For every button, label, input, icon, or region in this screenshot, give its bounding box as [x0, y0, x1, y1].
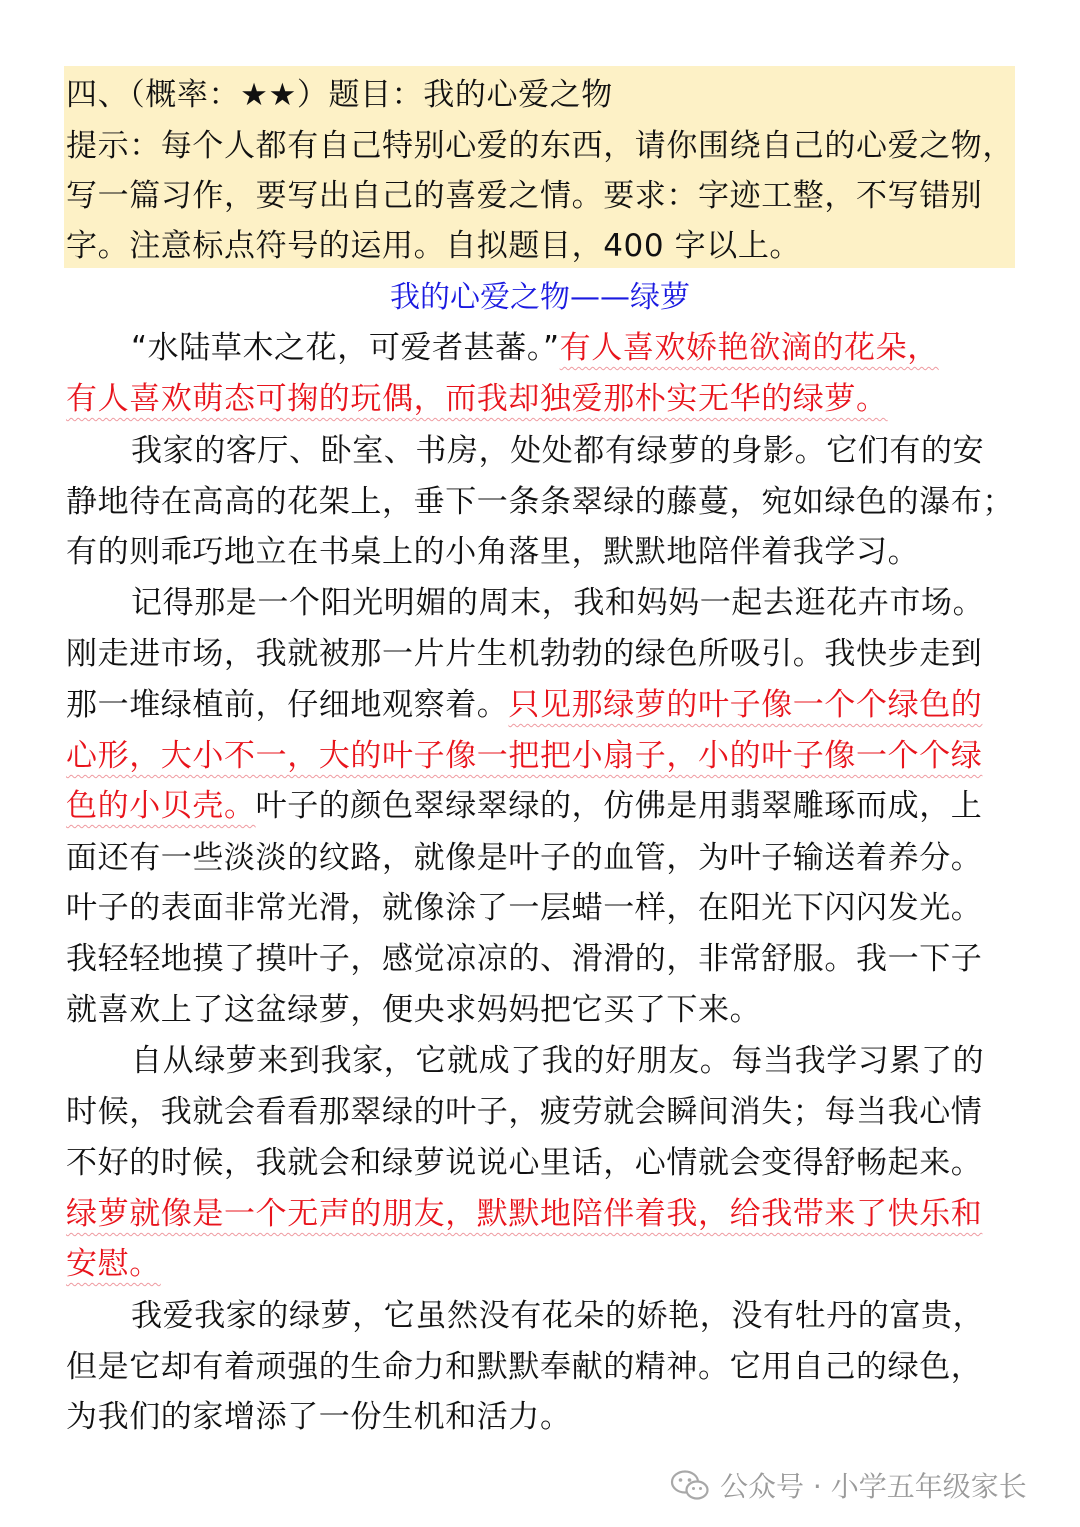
- p2-line-3: 有的则乖巧地立在书桌上的小角落里，默默地陪伴着我学习。: [66, 534, 920, 570]
- watermark: [670, 1465, 1027, 1505]
- p3-red-text-3: 色的小贝壳。: [66, 788, 256, 824]
- p3-line-4: [66, 736, 982, 776]
- p3-line-3: [66, 685, 982, 725]
- p1-red-text-1: 有人喜欢娇艳欲滴的花朵，: [559, 330, 939, 366]
- p3-red-text-2: 心形，大小不一，大的叶子像一把把小扇子，小的叶子像一个个绿: [66, 738, 983, 774]
- prompt-line-2: 写一篇习作，要写出自己的喜爱之情。要求：字迹工整，不写错别: [66, 178, 983, 214]
- p4-line-5: [66, 1244, 161, 1284]
- p1-quote: “水陆草木之花，可爱者甚蕃。”: [131, 330, 560, 366]
- p1-red-text-2: 有人喜欢萌态可掬的玩偶，而我却独爱那朴实无华的绿萝。: [66, 381, 888, 417]
- p2-line-1: 我家的客厅、卧室、书房，处处都有绿萝的身影。它们有的安: [131, 433, 985, 469]
- p3-line-6: 面还有一些淡淡的纹路，就像是叶子的血管，为叶子输送着养分。: [66, 840, 983, 876]
- p3-line-7: 叶子的表面非常光滑，就像涂了一层蜡一样，在阳光下闪闪发光。: [66, 890, 983, 926]
- p4-line-2: 时候，我就会看看那翠绿的叶子，疲劳就会瞬间消失；每当我心情: [66, 1094, 983, 1130]
- p4-red-text-1: 绿萝就像是一个无声的朋友，默默地陪伴着我，给我带来了快乐和: [66, 1196, 983, 1232]
- p3-line-3-plain: 那一堆绿植前，仔细地观察着。: [66, 687, 509, 723]
- p3-red-text-1: 只见那绿萝的叶子像一个个绿色的: [508, 687, 983, 723]
- p5-line-1: 我爱我家的绿萝，它虽然没有花朵的娇艳，没有牡丹的富贵，: [131, 1298, 985, 1334]
- p4-line-4: [66, 1194, 982, 1234]
- wechat-icon: [670, 1469, 710, 1501]
- essay-title: 我的心爱之物——绿萝: [390, 280, 690, 315]
- watermark-text: 公众号 · 小学五年级家长: [720, 1470, 1027, 1503]
- p3-line-5: [66, 786, 982, 826]
- prompt-heading: 四、（概率：★★）题目：我的心爱之物: [66, 77, 613, 113]
- p3-line-8: 我轻轻地摸了摸叶子，感觉凉凉的、滑滑的，非常舒服。我一下子: [66, 941, 983, 977]
- p2-line-2: 静地待在高高的花架上，垂下一条条翠绿的藤蔓，宛如绿色的瀑布；: [66, 484, 1014, 520]
- p3-line-2: 刚走进市场，我就被那一片片生机勃勃的绿色所吸引。我快步走到: [66, 636, 983, 672]
- prompt-line-3: 字。注意标点符号的运用。自拟题目，400 字以上。: [66, 228, 802, 264]
- p4-line-1: 自从绿萝来到我家，它就成了我的好朋友。每当我学习累了的: [131, 1043, 985, 1079]
- p3-line-5-plain: 叶子的颜色翠绿翠绿的，仿佛是用翡翠雕琢而成，上: [255, 788, 983, 824]
- p4-red-text-2: 安慰。: [66, 1246, 161, 1282]
- p5-line-2: 但是它却有着顽强的生命力和默默奉献的精神。它用自己的绿色，: [66, 1349, 983, 1385]
- p4-line-3: 不好的时候，我就会和绿萝说说心里话，心情就会变得舒畅起来。: [66, 1145, 983, 1181]
- p3-line-1: 记得那是一个阳光明媚的周末，我和妈妈一起去逛花卉市场。: [131, 585, 985, 621]
- p3-line-9: 就喜欢上了这盆绿萝，便央求妈妈把它买了下来。: [66, 992, 762, 1028]
- prompt-line-1: 提示：每个人都有自己特别心爱的东西，请你围绕自己的心爱之物，: [66, 128, 1014, 164]
- p5-line-3: 为我们的家增添了一份生机和活力。: [66, 1399, 572, 1435]
- p1-line-1: [131, 328, 939, 368]
- p1-line-2: [66, 379, 888, 419]
